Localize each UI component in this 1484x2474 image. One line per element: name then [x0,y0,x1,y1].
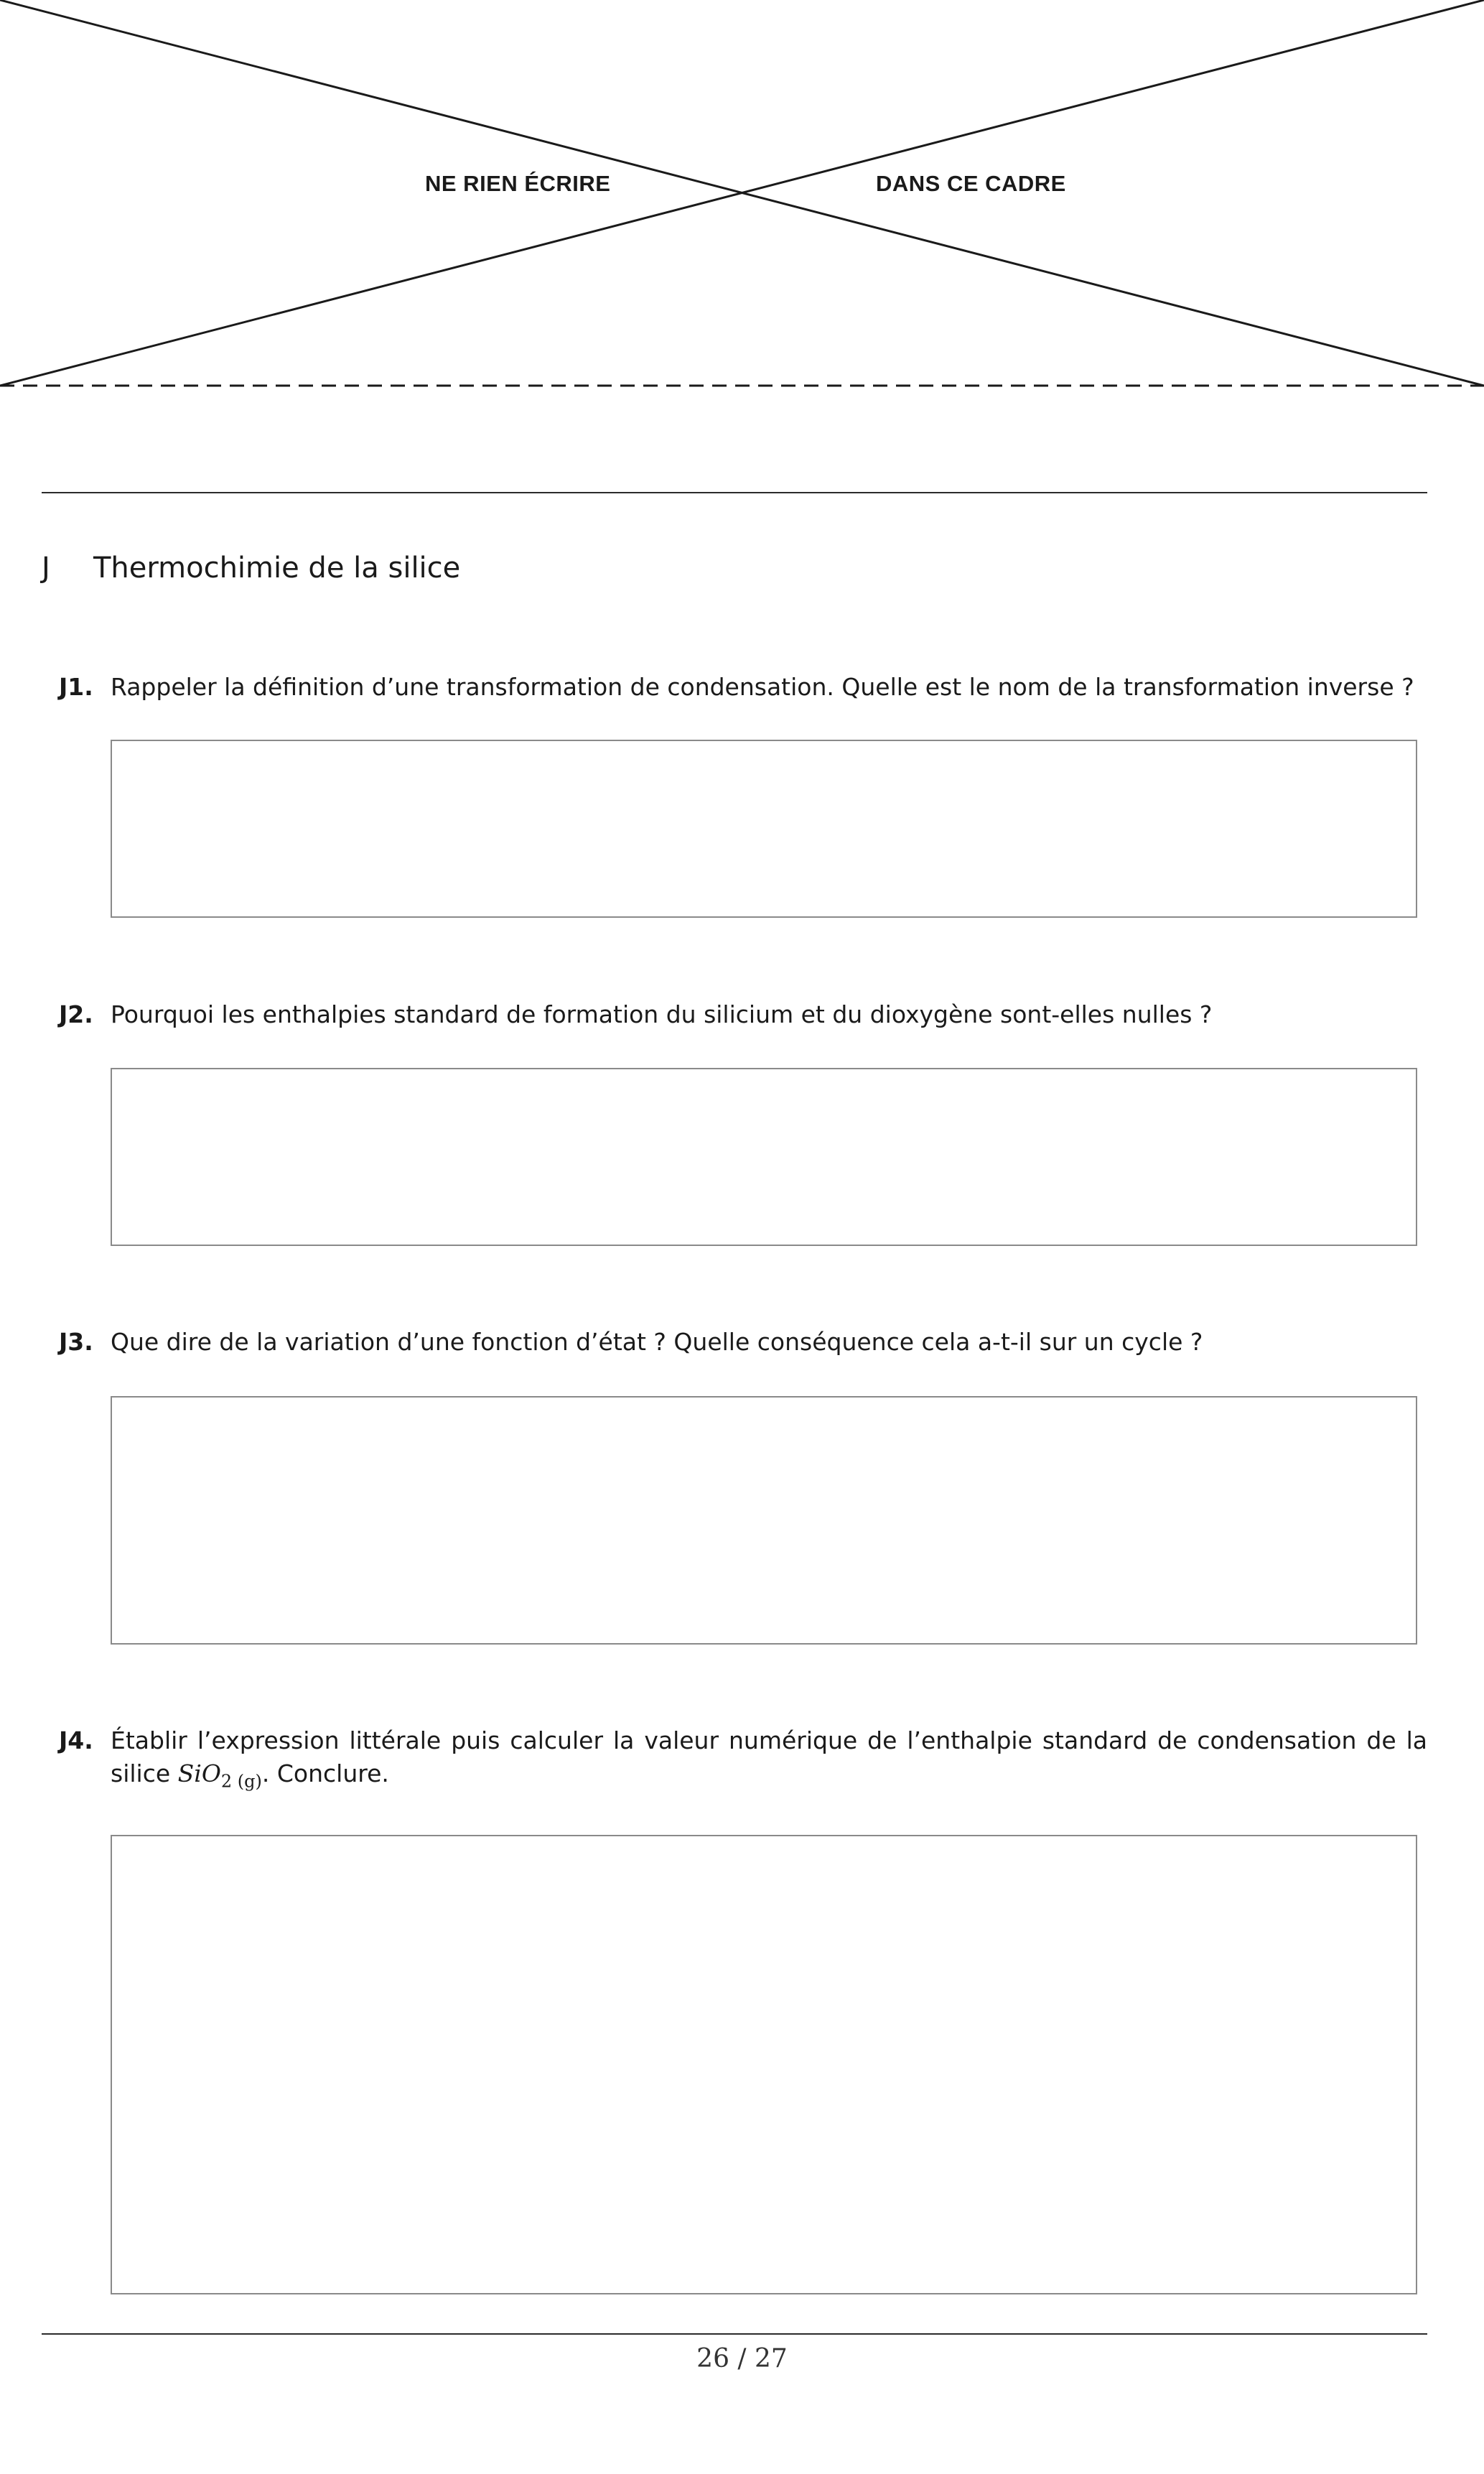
question-j1 [59,671,1427,704]
section-title: Thermochimie de la silice [93,552,461,585]
answer-box-j2[interactable] [111,1068,1417,1246]
no-write-label-right: DANS CE CADRE [876,171,1066,196]
formula-subscript: 2 (g) [220,1771,262,1792]
question-j2 [59,998,1427,1031]
question-number: J3. [59,1328,93,1356]
formula-main: SiO [177,1759,221,1787]
question-text: Pourquoi les enthalpies standard de formation du silicium et du dioxygène sont-elles nulles ? [111,1000,1213,1028]
no-write-label-left: NE RIEN ÉCRIRE [425,171,611,196]
question-text: Rappeler la définition d’une transformation de condensation. Quelle est le nom de la transformation inverse ? [111,673,1414,701]
question-text-before: Établir l’expression littérale puis calculer la valeur numérique de l’enthalpie standard de condensation de la silice [111,1726,1427,1787]
top-rule [42,492,1427,493]
question-text-after: . Conclure. [261,1759,389,1787]
formula-sio2-gas [177,1759,262,1792]
question-j3 [59,1326,1427,1359]
section-letter: J [42,552,50,585]
page-number: 26 / 27 [696,2344,788,2373]
question-j4 [59,1724,1427,1798]
question-number: J4. [59,1726,93,1754]
answer-box-j1[interactable] [111,740,1417,918]
answer-box-j3[interactable] [111,1396,1417,1645]
section-heading [42,552,460,585]
answer-box-j4[interactable] [111,1835,1417,2294]
question-number: J2. [59,1000,93,1028]
question-number: J1. [59,673,93,701]
question-text: Que dire de la variation d’une fonction d’état ? Quelle conséquence cela a-t-il sur un cycle ? [111,1328,1203,1356]
no-write-zone-cross [0,0,1484,388]
bottom-rule [42,2333,1427,2335]
question-text [111,1724,1427,1798]
